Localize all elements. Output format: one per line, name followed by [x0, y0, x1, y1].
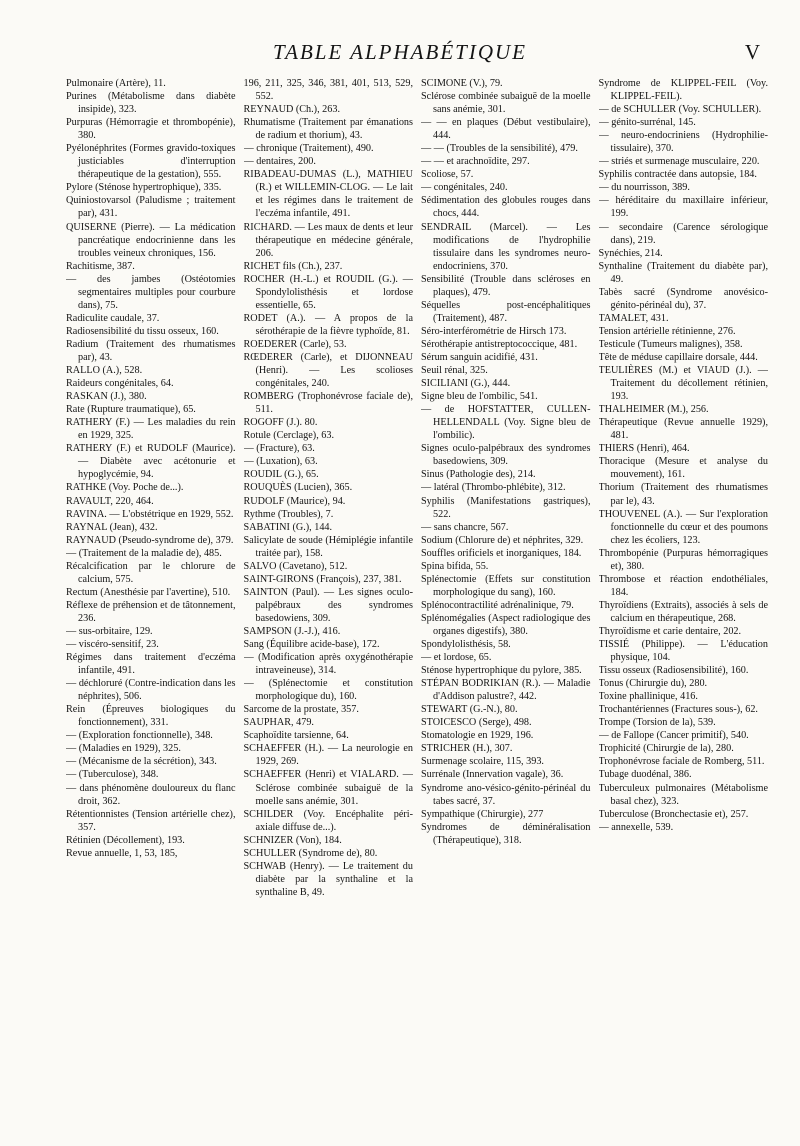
index-entry: — (Splénectomie et constitution morphologique du), 160.	[243, 678, 413, 703]
index-entry: SCHWAB (Henry). — Le traitement du diabète par la synthaline et la synthaline B, 49.	[243, 860, 413, 898]
index-entry: Tuberculeux pulmonaires (Métabolisme basal chez), 323.	[598, 782, 768, 807]
index-entry: — — en plaques (Début vestibulaire), 444.	[421, 117, 591, 142]
index-entry: — annexelle, 539.	[598, 821, 674, 833]
index-entry: Tabès sacré (Syndrome anovésico-génito-périnéal du), 37.	[598, 286, 768, 311]
index-entry: Quiniostovarsol (Paludisme ; traitement par), 431.	[66, 195, 236, 220]
index-entry: Sérothérapie antistreptococcique, 481.	[421, 338, 578, 350]
index-entry: SAINT-GIRONS (François), 237, 381.	[243, 573, 402, 585]
index-entry: Trophonévrose faciale de Romberg, 511.	[598, 756, 765, 768]
index-entry: Sympathique (Chirurgie), 277	[421, 808, 544, 820]
index-entry: — neuro-endocriniens (Hydrophilie-tissulaire), 370.	[598, 130, 768, 155]
index-entry: SALVO (Cavetano), 512.	[243, 560, 348, 572]
index-entry: RŒDERER (Carle), et DIJONNEAU (Henri). — Les scolioses congénitales, 240.	[243, 351, 413, 390]
index-entry: — (Mécanisme de la sécrétion), 343.	[66, 756, 217, 768]
index-entry: Sensibilité (Trouble dans scléroses en plaques), 479.	[421, 273, 591, 298]
index-entry: STOICESCO (Serge), 498.	[421, 717, 532, 729]
index-entry: SCHAEFFER (Henri) et VIALARD. — Sclérose combinée subaiguë de la moelle sans anémie, 301.	[243, 769, 413, 807]
index-entry: Tubage duodénal, 386.	[598, 769, 692, 781]
index-entry: RATHKE (Voy. Poche de...).	[66, 482, 184, 494]
index-entry: Syphilis (Manifestations gastriques), 522.	[421, 495, 591, 520]
index-entry: Syndrome de KLIPPEL-FEIL (Voy. KLIPPEL-FEIL).	[598, 78, 768, 103]
index-entry: 196, 211, 325, 346, 381, 401, 513, 529, 552.	[243, 78, 413, 103]
index-entry: — du nourrisson, 389.	[598, 182, 690, 194]
index-entry: RICHARD. — Les maux de dents et leur thérapeutique en médecine générale, 206.	[243, 221, 413, 259]
index-entry: — (Tuberculose), 348.	[66, 769, 159, 781]
index-entry: Trophicité (Chirurgie de la), 280.	[598, 743, 734, 755]
index-entry: Radiculite caudale, 37.	[66, 312, 160, 324]
index-entry: Sarcome de la prostate, 357.	[243, 704, 359, 716]
index-entry: Pulmonaire (Artère), 11.	[66, 78, 166, 89]
index-entry: Rétentionnistes (Tension artérielle chez), 357.	[66, 808, 236, 833]
index-entry: — de Fallope (Cancer primitif), 540.	[598, 730, 749, 742]
index-entry: Radiosensibilité du tissu osseux, 160.	[66, 325, 219, 337]
index-entry: Rate (Rupture traumatique), 65.	[66, 404, 196, 416]
index-entry: — et lordose, 65.	[421, 652, 492, 664]
index-entry: Thérapeutique (Revue annuelle 1929), 481.	[598, 417, 768, 442]
index-entry: Splénectomie (Effets sur constitution morphologique du sang), 160.	[421, 573, 591, 598]
index-entry: RUDOLF (Maurice), 94.	[243, 495, 346, 507]
index-entry: — sus-orbitaire, 129.	[66, 625, 153, 637]
index-entry: SCIMONE (V.), 79.	[421, 78, 503, 89]
index-entry: Sclérose combinée subaiguë de la moelle sans anémie, 301.	[421, 91, 591, 116]
index-column-4	[599, 77, 769, 1117]
index-entry: Régimes dans traitement d'eczéma infantile, 491.	[66, 652, 236, 677]
index-entry: Tension artérielle rétinienne, 276.	[598, 325, 736, 337]
index-entry: Rachitisme, 387.	[66, 260, 135, 272]
index-entry: Raideurs congénitales, 64.	[66, 378, 174, 390]
index-entry: Rythme (Troubles), 7.	[243, 508, 334, 520]
index-entry: Syndromes de déminéralisation (Thérapeutique), 318.	[421, 821, 591, 846]
index-entry: Thrombopénie (Purpuras hémorragiques et), 380.	[598, 547, 768, 572]
index-entry: Tuberculose (Bronchectasie et), 257.	[598, 808, 749, 820]
index-entry: Purpuras (Hémorragie et thrombopénie), 380.	[66, 117, 236, 142]
index-entry: Sodium (Chlorure de) et néphrites, 329.	[421, 534, 584, 546]
index-entry: Tissu osseux (Radiosensibilité), 160.	[598, 665, 749, 677]
index-entry: SABATINI (G.), 144.	[243, 521, 333, 533]
index-entry: Sédimentation des globules rouges dans chocs, 444.	[421, 195, 591, 220]
index-entry: — viscéro-sensitif, 23.	[66, 639, 159, 651]
index-entry: ROEDERER (Carle), 53.	[243, 338, 347, 350]
index-entry: Récalcification par le chlorure de calcium, 575.	[66, 560, 236, 585]
index-entry: THOUVENEL (A.). — Sur l'exploration fonctionnelle du cœur et des poumons chez les écoliers, 123.	[598, 508, 768, 546]
index-entry: Scoliose, 57.	[421, 169, 474, 181]
index-entry: SAUPHAR, 479.	[243, 717, 314, 729]
index-entry: ROCHER (H.-L.) et ROUDIL (G.). — Spondylolisthésis et lordose essentielle, 65.	[243, 273, 413, 311]
index-entry: — de SCHULLER (Voy. SCHULLER).	[598, 104, 762, 116]
index-entry: SCHULLER (Syndrome de), 80.	[243, 847, 378, 859]
index-entry: Surrénale (Innervation vagale), 36.	[421, 769, 564, 781]
index-entry: Revue annuelle, 1, 53, 185,	[66, 847, 178, 859]
index-entry: SCHNIZER (Von), 184.	[243, 834, 342, 846]
index-column-3	[421, 77, 591, 1117]
page-title: TABLE ALPHABÉTIQUE	[273, 40, 527, 64]
index-entry: — héréditaire du maxillaire inférieur, 199.	[598, 195, 768, 220]
index-entry: — (Modification après oxygénothérapie intraveineuse), 314.	[243, 652, 413, 677]
index-entry: Splénocontractilité adrénalinique, 79.	[421, 599, 574, 611]
index-entry: Signe bleu de l'ombilic, 541.	[421, 391, 538, 403]
index-entry: Thrombose et réaction endothéliales, 184.	[598, 573, 768, 598]
index-entry: Thorium (Traitement des rhumatismes par le), 43.	[598, 482, 768, 507]
index-entry: STÉPAN BODRIKIAN (R.). — Maladie d'Addison palustre?, 442.	[421, 678, 591, 703]
index-entry: Sinus (Pathologie des), 214.	[421, 469, 536, 481]
index-entry: Stomatologie en 1929, 196.	[421, 730, 534, 742]
index-entry: SENDRAIL (Marcel). — Les modifications de l'hydrophilie tissulaire dans les syndromes neuro-endocriniens, 370.	[421, 221, 591, 272]
index-entry: Toxine phallinique, 416.	[598, 691, 698, 703]
index-entry: TEULIÈRES (M.) et VIAUD (J.). — Traitement du décollement rétinien, 193.	[598, 365, 768, 403]
index-entry: Splénomégalies (Aspect radiologique des organes digestifs), 380.	[421, 612, 591, 637]
index-entry: Seuil rénal, 325.	[421, 365, 488, 377]
index-entry: Surmenage scolaire, 115, 393.	[421, 756, 544, 768]
index-entry: RIBADEAU-DUMAS (L.), MATHIEU (R.) et WILLEMIN-CLOG. — Le lait et les régimes dans le traitement de l'eczéma infantile, 491.	[243, 169, 413, 220]
index-entry: Synthaline (Traitement du diabète par), 49.	[598, 260, 768, 285]
index-entry: — (Exploration fonctionnelle), 348.	[66, 730, 213, 742]
index-entry: RATHERY (F.) et RUDOLF (Maurice). — Diabète avec acétonurie et hypoglycémie, 94.	[66, 443, 236, 481]
index-entry: Radium (Traitement des rhumatismes par), 43.	[66, 338, 236, 363]
index-entry: ROUQUÈS (Lucien), 365.	[243, 482, 353, 494]
index-entry: — sans chancre, 567.	[421, 521, 509, 533]
index-entry: — (Fracture), 63.	[243, 443, 315, 455]
index-entry: STEWART (G.-N.), 80.	[421, 704, 518, 716]
index-column-2	[244, 77, 414, 1117]
index-entry: — congénitales, 240.	[421, 182, 508, 194]
index-entry: Séro-interférométrie de Hirsch 173.	[421, 325, 567, 337]
index-columns	[66, 77, 768, 1117]
index-entry: Tête de méduse capillaire dorsale, 444.	[598, 351, 758, 363]
index-entry: — chronique (Traitement), 490.	[243, 143, 374, 155]
index-column-1	[66, 77, 236, 1117]
index-entry: — déchloruré (Contre-indication dans les néphrites), 506.	[66, 678, 236, 703]
index-entry: Souffles orificiels et inorganiques, 184.	[421, 547, 582, 559]
index-entry: QUISERNE (Pierre). — La médication pancréatique endocrinienne dans les troubles veineux chroniques, 156.	[66, 221, 236, 259]
index-entry: RAVINA. — L'obstétrique en 1929, 552.	[66, 508, 234, 520]
index-entry: Syphilis contractée dans autopsie, 184.	[598, 169, 757, 181]
index-entry: TAMALET, 431.	[598, 312, 669, 324]
index-entry: Syndrome ano-vésico-génito-périnéal du tabes sacré, 37.	[421, 782, 591, 807]
index-entry: RODET (A.). — A propos de la sérothérapie de la fièvre typhoïde, 81.	[243, 312, 413, 337]
index-entry: Rétinien (Décollement), 193.	[66, 834, 185, 846]
index-entry: SCHILDER (Voy. Encéphalite péri-axiale diffuse de...).	[243, 808, 413, 833]
index-entry: Rectum (Anesthésie par l'avertine), 510.	[66, 586, 231, 598]
index-entry: REYNAUD (Ch.), 263.	[243, 104, 340, 116]
index-entry: Trompe (Torsion de la), 539.	[598, 717, 716, 729]
index-entry: RATHERY (F.) — Les maladies du rein en 1929, 325.	[66, 417, 236, 442]
index-entry: — striés et surmenage musculaire, 220.	[598, 156, 760, 168]
index-entry: Thoracique (Mesure et analyse du mouvement), 161.	[598, 456, 768, 481]
index-entry: RAYNAL (Jean), 432.	[66, 521, 158, 533]
index-entry: Rotule (Cerclage), 63.	[243, 430, 335, 442]
index-entry: SAINTON (Paul). — Les signes oculo-palpébraux des syndromes basedowiens, 309.	[243, 586, 413, 624]
index-entry: — (Traitement de la maladie de), 485.	[66, 547, 222, 559]
index-entry: — latéral (Thrombo-phlébite), 312.	[421, 482, 566, 494]
index-entry: — de HOFSTATTER, CULLEN-HELLENDALL (Voy. Signe bleu de l'ombilic).	[421, 404, 591, 442]
index-entry: Spondylolisthésis, 58.	[421, 639, 511, 651]
index-entry: STRICHER (H.), 307.	[421, 743, 513, 755]
index-entry: — dentaires, 200.	[243, 156, 316, 168]
index-entry: — des jambes (Ostéotomies segmentaires multiples pour courbure dans), 75.	[66, 273, 236, 311]
index-entry: RICHET fils (Ch.), 237.	[243, 260, 343, 272]
index-entry: Scaphoïdite tarsienne, 64.	[243, 730, 349, 742]
index-entry: Trochantériennes (Fractures sous-), 62.	[598, 704, 758, 716]
index-entry: — dans phénomène douloureux du flanc droit, 362.	[66, 782, 236, 807]
index-entry: TISSIÉ (Philippe). — L'éducation physique, 104.	[598, 639, 768, 664]
index-entry: Rhumatisme (Traitement par émanations de radium et thorium), 43.	[243, 117, 413, 142]
index-entry: SAMPSON (J.-J.), 416.	[243, 625, 341, 637]
index-entry: — secondaire (Carence sérologique dans), 219.	[598, 221, 768, 246]
index-entry: Réflexe de préhension et de tâtonnement, 236.	[66, 599, 236, 624]
index-entry: Pyélonéphrites (Formes gravido-toxiques justiciables d'interruption thérapeutique de la gestation), 555.	[66, 143, 236, 181]
index-entry: Spina bifida, 55.	[421, 560, 489, 572]
index-entry: — génito-surrénal, 145.	[598, 117, 696, 129]
index-entry: Salicylate de soude (Hémiplégie infantile traitée par), 158.	[243, 534, 413, 559]
index-entry: Thyroïdiens (Extraits), associés à sels de calcium en thérapeutique, 268.	[598, 599, 768, 624]
index-entry: Signes oculo-palpébraux des syndromes basedowiens, 309.	[421, 443, 591, 468]
index-entry: RASKAN (J.), 380.	[66, 391, 147, 403]
index-entry: Pylore (Sténose hypertrophique), 335.	[66, 182, 222, 194]
index-entry: — (Luxation), 63.	[243, 456, 318, 468]
index-entry: SCHAEFFER (H.). — La neurologie en 1929, 269.	[243, 743, 413, 768]
index-entry: Purines (Métabolisme dans diabète insipide), 323.	[66, 91, 236, 116]
index-entry: Séquelles post-encéphalitiques (Traitement), 487.	[421, 299, 591, 324]
index-entry: THALHEIMER (M.), 256.	[598, 404, 709, 416]
index-entry: ROGOFF (J.). 80.	[243, 417, 318, 429]
index-entry: Thyroïdisme et carie dentaire, 202.	[598, 625, 742, 637]
index-entry: Synéchies, 214.	[598, 247, 663, 259]
page-number: V	[744, 40, 760, 64]
index-entry: Testicule (Tumeurs malignes), 358.	[598, 338, 743, 350]
index-entry: — — et arachnoïdite, 297.	[421, 156, 530, 168]
index-entry: SICILIANI (G.), 444.	[421, 378, 511, 390]
index-entry: ROUDIL (G.), 65.	[243, 469, 319, 481]
index-entry: Sérum sanguin acidifié, 431.	[421, 351, 538, 363]
index-entry: Rein (Épreuves biologiques du fonctionnement), 331.	[66, 704, 236, 729]
index-entry: RALLO (A.), 528.	[66, 365, 143, 377]
index-entry: Tonus (Chirurgie du), 280.	[598, 678, 708, 690]
index-entry: Sténose hypertrophique du pylore, 385.	[421, 665, 582, 677]
index-entry: ROMBERG (Trophonévrose faciale de), 511.	[243, 391, 413, 416]
index-entry: THIERS (Henri), 464.	[598, 443, 690, 455]
index-entry: Sang (Équilibre acide-base), 172.	[243, 639, 380, 651]
index-entry: RAYNAUD (Pseudo-syndrome de), 379.	[66, 534, 234, 546]
index-entry: RAVAULT, 220, 464.	[66, 495, 154, 507]
index-entry: — — (Troubles de la sensibilité), 479.	[421, 143, 578, 155]
index-entry: — (Maladies en 1929), 325.	[66, 743, 181, 755]
